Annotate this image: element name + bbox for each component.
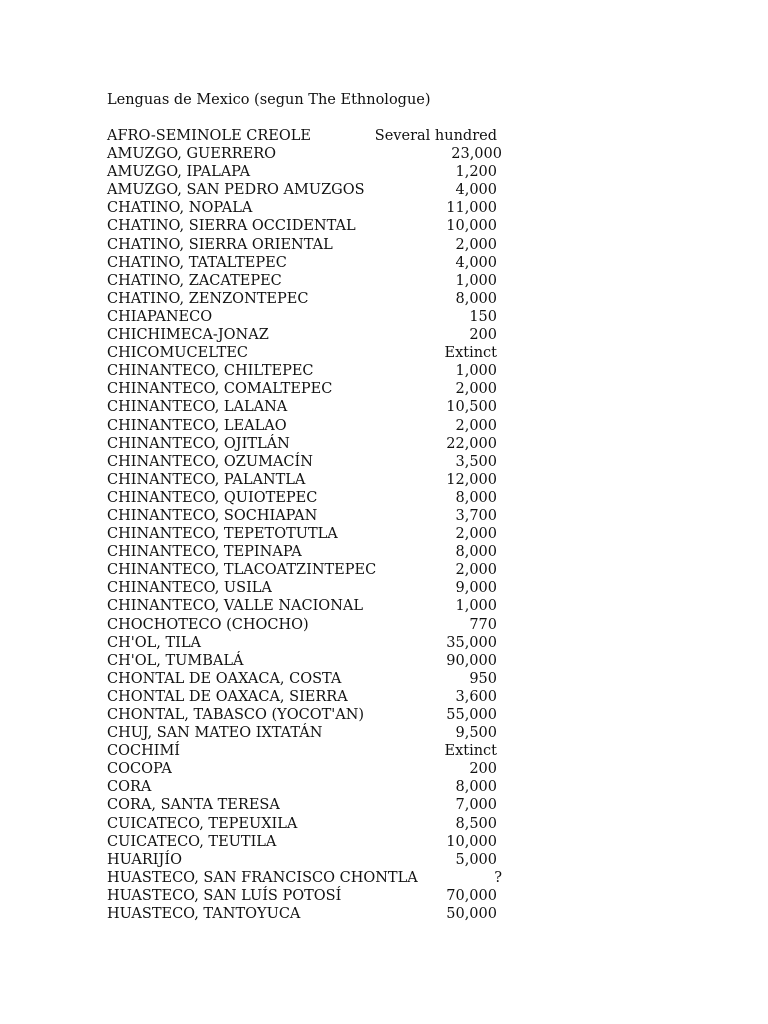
language-row (107, 254, 507, 272)
speaker-count: Extinct (444, 743, 497, 760)
language-row (107, 181, 507, 199)
language-row (107, 272, 507, 290)
language-name: CHINANTECO, COMALTEPEC (107, 381, 333, 398)
speaker-count: 8,000 (455, 290, 497, 307)
speaker-count: 8,000 (455, 489, 497, 506)
speaker-count: 8,500 (455, 815, 497, 832)
language-name: CORA (107, 779, 152, 796)
language-row (107, 217, 507, 235)
speaker-count: 35,000 (446, 634, 497, 651)
speaker-count: 50,000 (446, 906, 497, 923)
language-name: CHONTAL DE OAXACA, SIERRA (107, 688, 348, 705)
speaker-count: 7,000 (455, 797, 497, 814)
speaker-count: 3,700 (455, 507, 497, 524)
speaker-count: 2,000 (455, 562, 497, 579)
language-row (107, 652, 507, 670)
language-row (107, 833, 507, 851)
language-row (107, 471, 507, 489)
speaker-count: ? (494, 869, 502, 886)
language-name: CHINANTECO, VALLE NACIONAL (107, 598, 363, 615)
speaker-count: 4,000 (455, 182, 497, 199)
language-name: AMUZGO, IPALAPA (107, 164, 251, 181)
language-name: HUARIJÍO (107, 851, 182, 868)
language-row (107, 597, 507, 615)
language-name: CUICATECO, TEUTILA (107, 833, 277, 850)
language-name: CORA, SANTA TERESA (107, 797, 280, 814)
speaker-count: 10,000 (446, 833, 497, 850)
language-row (107, 634, 507, 652)
speaker-count: 12,000 (446, 471, 497, 488)
language-row (107, 724, 507, 742)
language-row (107, 543, 507, 561)
language-name: CHINANTECO, OZUMACÍN (107, 453, 313, 470)
speaker-count: 2,000 (455, 417, 497, 434)
language-name: CH'OL, TUMBALÁ (107, 652, 244, 669)
language-row (107, 742, 507, 760)
language-name: CHOCHOTECO (CHOCHO) (107, 616, 309, 633)
speaker-count: 1,000 (455, 363, 497, 380)
language-row (107, 489, 507, 507)
language-row (107, 163, 507, 181)
language-row (107, 778, 507, 796)
language-name: CHINANTECO, SOCHIAPAN (107, 507, 318, 524)
language-name: AFRO-SEMINOLE CREOLE (107, 128, 311, 144)
language-name: CHONTAL, TABASCO (YOCOT'AN) (107, 707, 365, 723)
language-name: CHINANTECO, CHILTEPEC (107, 363, 314, 380)
speaker-count: 22,000 (446, 435, 497, 452)
language-name: CHICOMUCELTEC (107, 345, 248, 362)
language-row (107, 579, 507, 597)
speaker-count: 1,200 (455, 164, 497, 181)
language-row (107, 417, 507, 435)
language-row (107, 706, 507, 724)
language-name: CHINANTECO, OJITLÁN (107, 435, 290, 452)
speaker-count: 200 (469, 327, 497, 344)
language-row (107, 525, 507, 543)
language-row (107, 561, 507, 579)
language-name: CHINANTECO, USILA (107, 580, 272, 597)
language-row (107, 199, 507, 217)
speaker-count: 9,000 (455, 580, 497, 597)
language-row (107, 398, 507, 416)
language-row (107, 887, 507, 905)
language-name: CHINANTECO, QUIOTEPEC (107, 489, 318, 506)
language-name: HUASTECO, TANTOYUCA (107, 906, 301, 923)
language-row (107, 851, 507, 869)
speaker-count: 2,000 (455, 236, 497, 253)
language-name: CHONTAL DE OAXACA, COSTA (107, 670, 342, 687)
language-row (107, 670, 507, 688)
language-name: COCOPA (107, 761, 172, 778)
speaker-count: 11,000 (446, 200, 497, 217)
speaker-count: 3,600 (455, 688, 497, 705)
speaker-count: Several hundred (374, 128, 497, 144)
language-name: HUASTECO, SAN FRANCISCO CHONTLA (107, 869, 418, 886)
language-name: CH'OL, TILA (107, 634, 201, 651)
language-row (107, 869, 507, 887)
language-name: CHINANTECO, LEALAO (107, 417, 287, 434)
language-list (107, 127, 507, 923)
language-name: COCHIMÍ (107, 743, 181, 760)
language-name: CHATINO, TATALTEPEC (107, 254, 287, 271)
speaker-count: 55,000 (446, 707, 497, 723)
language-name: CHINANTECO, LALANA (107, 399, 288, 416)
language-row (107, 344, 507, 362)
speaker-count: 90,000 (446, 652, 497, 669)
language-name: CHIAPANECO (107, 308, 213, 325)
speaker-count: 10,500 (446, 399, 497, 416)
language-row (107, 308, 507, 326)
language-row (107, 688, 507, 706)
speaker-count: 70,000 (446, 887, 497, 904)
speaker-count: 200 (469, 761, 497, 778)
language-row (107, 435, 507, 453)
language-row (107, 760, 507, 778)
language-row (107, 236, 507, 254)
language-name: CUICATECO, TEPEUXILA (107, 815, 298, 832)
speaker-count: Extinct (444, 345, 497, 362)
speaker-count: 2,000 (455, 381, 497, 398)
language-name: CHATINO, SIERRA ORIENTAL (107, 236, 333, 253)
language-name: AMUZGO, GUERRERO (107, 146, 277, 163)
speaker-count: 9,500 (455, 725, 497, 742)
language-row (107, 905, 507, 923)
language-row (107, 815, 507, 833)
language-name: CHINANTECO, TEPETOTUTLA (107, 526, 338, 543)
speaker-count: 8,000 (455, 544, 497, 561)
document-title: Lenguas de Mexico (segun The Ethnologue) (107, 92, 431, 108)
language-row (107, 796, 507, 814)
language-row (107, 127, 507, 145)
speaker-count: 2,000 (455, 526, 497, 543)
language-name: CHATINO, SIERRA OCCIDENTAL (107, 218, 356, 235)
language-row (107, 507, 507, 525)
language-name: AMUZGO, SAN PEDRO AMUZGOS (107, 182, 365, 199)
language-name: HUASTECO, SAN LUÍS POTOSÍ (107, 887, 342, 904)
speaker-count: 8,000 (455, 779, 497, 796)
language-row (107, 290, 507, 308)
language-name: CHATINO, ZACATEPEC (107, 272, 282, 289)
language-row (107, 362, 507, 380)
language-name: CHATINO, ZENZONTEPEC (107, 290, 309, 307)
speaker-count: 950 (469, 670, 497, 687)
language-row (107, 380, 507, 398)
speaker-count: 770 (469, 616, 497, 633)
language-row (107, 326, 507, 344)
language-row (107, 145, 507, 163)
language-row (107, 616, 507, 634)
speaker-count: 10,000 (446, 218, 497, 235)
language-name: CHINANTECO, TEPINAPA (107, 544, 302, 561)
language-name: CHUJ, SAN MATEO IXTATÁN (107, 725, 323, 742)
speaker-count: 150 (469, 308, 497, 325)
speaker-count: 1,000 (455, 272, 497, 289)
speaker-count: 1,000 (455, 598, 497, 615)
speaker-count: 3,500 (455, 453, 497, 470)
language-name: CHINANTECO, TLACOATZINTEPEC (107, 562, 377, 579)
speaker-count: 4,000 (455, 254, 497, 271)
language-name: CHICHIMECA-JONAZ (107, 327, 269, 344)
language-name: CHATINO, NOPALA (107, 200, 253, 217)
language-row (107, 453, 507, 471)
speaker-count: 5,000 (455, 851, 497, 868)
language-name: CHINANTECO, PALANTLA (107, 471, 306, 488)
speaker-count: 23,000 (451, 146, 502, 163)
